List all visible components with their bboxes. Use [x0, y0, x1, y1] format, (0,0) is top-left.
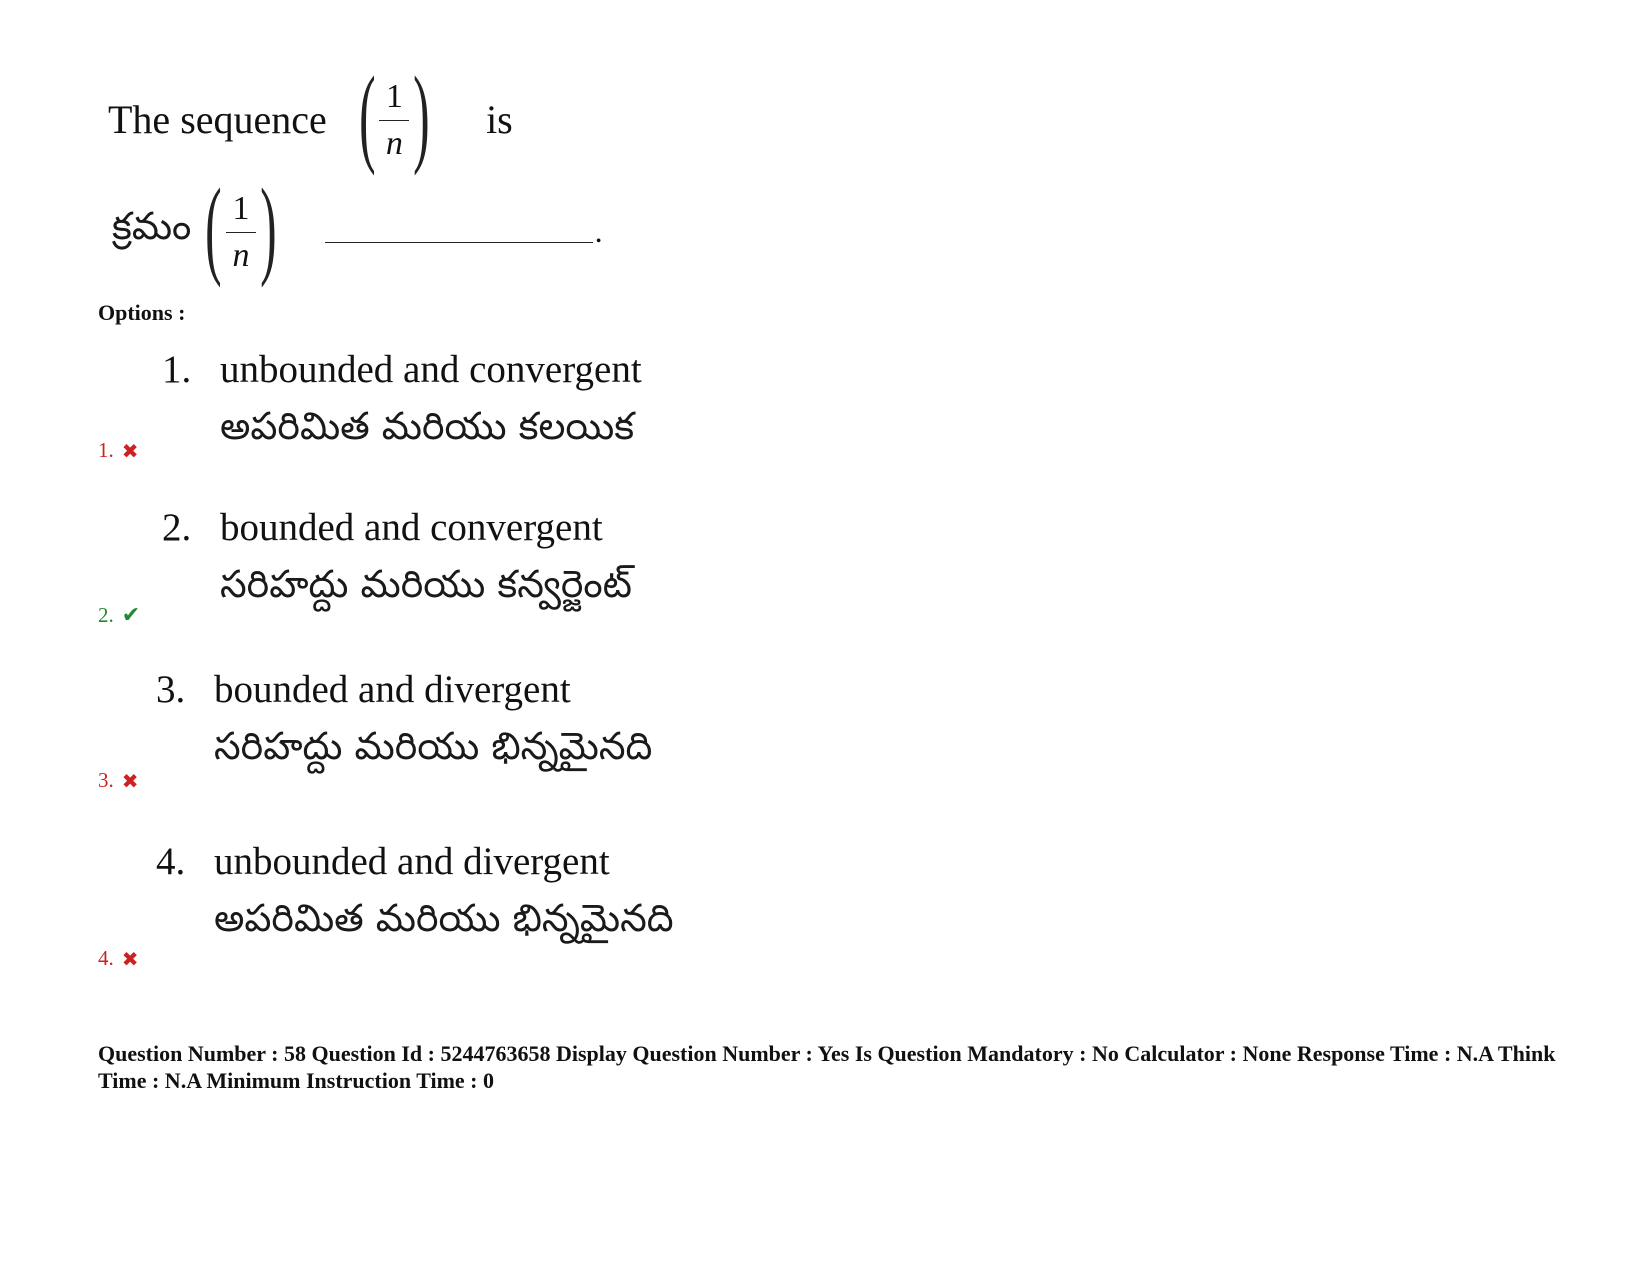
right-paren: ) — [260, 166, 277, 288]
right-paren: ) — [413, 54, 430, 176]
option-1-text-te: అపరిమిత మరియు కలయిక — [220, 404, 635, 448]
option-1-text-en: unbounded and convergent — [220, 348, 642, 391]
option-4-text-te: అపరిమిత మరియు భిన్నమైనది — [214, 896, 674, 940]
option-4 — [156, 834, 674, 947]
fraction — [379, 78, 409, 161]
fraction-denominator: n — [385, 124, 403, 162]
option-1-marker — [98, 438, 139, 463]
option-3-te-line — [156, 718, 652, 775]
option-3-marker — [98, 768, 139, 793]
cross-icon: ✖ — [121, 946, 139, 971]
question-stem-en — [108, 54, 513, 176]
option-1-number: 1. — [162, 348, 192, 391]
option-4-marker — [98, 946, 139, 971]
option-4-marker-label: 4. — [98, 946, 114, 970]
option-2 — [162, 500, 632, 613]
answer-blank — [325, 220, 593, 243]
option-3-number: 3. — [156, 668, 186, 711]
option-2-marker — [98, 603, 140, 628]
question-suffix-en: is — [486, 96, 513, 142]
cross-icon: ✖ — [121, 438, 139, 463]
option-1-te-line — [162, 398, 642, 455]
option-2-en-line — [162, 500, 632, 556]
fraction-1-over-n-te — [195, 166, 286, 288]
option-4-number: 4. — [156, 840, 186, 883]
option-4-te-line — [156, 890, 674, 947]
question-prefix-te: క్రమం — [112, 204, 192, 248]
option-2-number: 2. — [162, 506, 192, 549]
question-metadata: Question Number : 58 Question Id : 5244763658 Display Question Number : Yes Is Question Mandatory : No Calculator : None Response Time : N.A Think Time : N.A Minimum Instruction Time : 0 — [98, 1041, 1556, 1093]
fraction-numerator: 1 — [385, 77, 403, 115]
left-paren: ( — [205, 166, 222, 288]
option-3-marker-label: 3. — [98, 768, 114, 792]
option-2-te-line — [162, 556, 632, 613]
option-2-marker-label: 2. — [98, 603, 114, 627]
fraction-1-over-n — [349, 54, 440, 176]
option-1 — [162, 342, 642, 455]
option-1-en-line — [162, 342, 642, 398]
option-2-text-en: bounded and convergent — [220, 506, 603, 549]
option-3 — [156, 662, 652, 775]
fraction — [226, 190, 256, 273]
option-3-text-te: సరిహద్దు మరియు భిన్నమైనది — [214, 724, 653, 768]
cross-icon: ✖ — [121, 768, 139, 793]
option-4-text-en: unbounded and divergent — [214, 840, 610, 883]
fraction-numerator: 1 — [232, 189, 250, 227]
fraction-denominator: n — [232, 236, 250, 274]
question-stem-te — [112, 166, 603, 288]
option-3-text-en: bounded and divergent — [214, 668, 571, 711]
option-4-en-line — [156, 834, 674, 890]
blank-period: . — [594, 212, 603, 249]
option-3-en-line — [156, 662, 652, 718]
options-label: Options : — [98, 300, 186, 325]
left-paren: ( — [358, 54, 376, 176]
question-prefix-en: The sequence — [108, 96, 327, 142]
check-icon: ✔ — [121, 603, 141, 628]
option-1-marker-label: 1. — [98, 438, 114, 462]
option-2-text-te: సరిహద్దు మరియు కన్వర్జెంట్ — [220, 562, 632, 606]
